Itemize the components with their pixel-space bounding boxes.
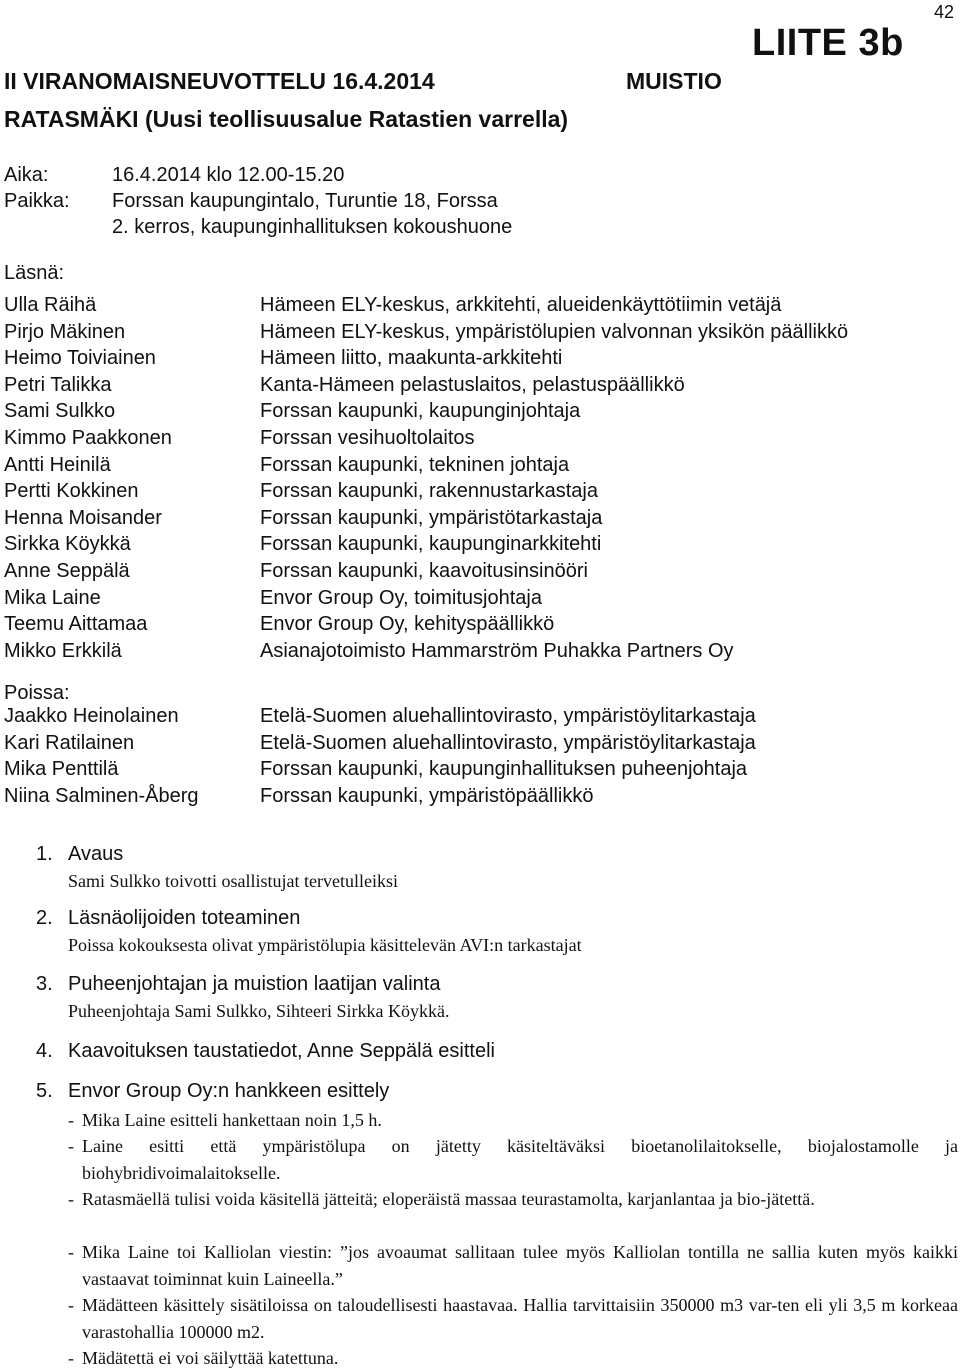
- present-heading: Läsnä:: [4, 262, 65, 284]
- meeting-room: 2. kerros, kaupunginhallituksen kokoushuone: [112, 216, 513, 238]
- title-line-1: II VIRANOMAISNEUVOTTELU 16.4.2014: [4, 68, 435, 94]
- attendee-organization: Hämeen ELY-keskus, arkkitehti, alueidenkäyttötiimin vetäjä: [260, 294, 782, 316]
- attendee-organization: Etelä-Suomen aluehallintovirasto, ympäristöylitarkastaja: [260, 731, 756, 754]
- absent-heading: Poissa:: [4, 682, 70, 704]
- attendee-name: Ulla Räihä: [4, 294, 97, 316]
- agenda-note-1: Sami Sulkko toivotti osallistujat tervetulleiksi: [68, 871, 398, 891]
- attendee-organization: Hämeen liitto, maakunta-arkkitehti: [260, 347, 563, 370]
- attendee-name: Mika Laine: [4, 586, 101, 609]
- place-value: Forssan kaupungintalo, Turuntie 18, Forssa: [112, 190, 498, 212]
- attendee-name: Jaakko Heinolainen: [4, 705, 179, 727]
- attendee-organization: Kanta-Hämeen pelastuslaitos, pelastuspäällikkö: [260, 373, 685, 396]
- agenda-item-5: 5. Envor Group Oy:n hankkeen esittely: [36, 1080, 390, 1102]
- attendee-name: Sami Sulkko: [4, 400, 116, 423]
- attendee-organization: Forssan kaupunki, kaavoitusinsinööri: [260, 560, 588, 582]
- memo-label: MUISTIO: [626, 68, 722, 94]
- attendee-organization: Asianajotoimisto Hammarström Puhakka Partners Oy: [260, 639, 734, 662]
- attendee-organization: Etelä-Suomen aluehallintovirasto, ympäristöylitarkastaja: [260, 705, 756, 727]
- bullet-item: - Mika Laine esitteli hankettaan noin 1,5 h.: [68, 1110, 382, 1130]
- page-number: 42: [933, 2, 954, 22]
- attendee-name: Antti Heinilä: [4, 453, 111, 476]
- document-title: [4, 68, 722, 95]
- attendee-organization: Envor Group Oy, toimitusjohtaja: [260, 586, 542, 609]
- meeting-time: [4, 164, 344, 187]
- agenda-note-2: Poissa kokouksesta olivat ympäristölupia käsittelevän AVI:n tarkastajat: [68, 935, 582, 955]
- attendee-name: Teemu Aittamaa: [4, 613, 148, 636]
- attendee-organization: Envor Group Oy, kehityspäällikkö: [260, 613, 555, 636]
- attendee-organization: Forssan kaupunki, ympäristötarkastaja: [260, 506, 603, 529]
- time-label: Aika:: [4, 164, 49, 186]
- appendix-label: LIITE 3b: [752, 22, 904, 64]
- attendee-organization: Forssan kaupunki, kaupunginjohtaja: [260, 400, 581, 423]
- place-label: Paikka:: [4, 190, 70, 212]
- bullet-item: - Laine esitti että ympäristölupa on jätetty käsiteltäväksi bioetanolilaitokselle, biojalostamolle ja biohybridivoimalaitokselle.: [68, 1136, 958, 1183]
- attendee-name: Heimo Toiviainen: [4, 347, 156, 370]
- attendee-name: Niina Salminen-Åberg: [4, 784, 199, 807]
- bullet-item: - Mika Laine toi Kalliolan viestin: ”jos avoaumat sallitaan tulee myös Kalliolan tontilla ne sallia kuten myös kaikki vastaavat toiminnat kuin Laineella.”: [68, 1242, 958, 1289]
- attendee-name: Sirkka Köykkä: [4, 533, 131, 556]
- attendee-name: Mika Penttilä: [4, 758, 119, 781]
- time-value: 16.4.2014 klo 12.00-15.20: [112, 164, 345, 186]
- bullet-item: - Mädätettä ei voi säilyttää katettuna.: [68, 1348, 339, 1368]
- attendee-organization: Forssan kaupunki, rakennustarkastaja: [260, 480, 598, 503]
- bullet-item: - Ratasmäellä tulisi voida käsitellä jätteitä; eloperäistä massaa teurastamolta, karjanlantaa ja bio-jätettä.: [68, 1189, 815, 1209]
- bullet-item: - Mädätteen käsittely sisätiloissa on taloudellisesti haastavaa. Hallia tarvittaisiin 350000 m3 var-ten eli yli 3,5 m korkeaa varastohallia 100000 m2.: [68, 1295, 958, 1342]
- attendee-name: Kimmo Paakkonen: [4, 427, 172, 449]
- agenda-note-3: Puheenjohtaja Sami Sulkko, Sihteeri Sirkka Köykkä.: [68, 1001, 450, 1021]
- agenda-item-1: 1. Avaus: [36, 843, 124, 865]
- document-subtitle: RATASMÄKI (Uusi teollisuusalue Ratastien varrella): [4, 106, 569, 132]
- attendee-organization: Hämeen ELY-keskus, ympäristölupien valvonnan yksikön päällikkö: [260, 320, 849, 343]
- attendee-name: Henna Moisander: [4, 506, 162, 529]
- attendee-organization: Forssan kaupunki, kaupunginarkkitehti: [260, 533, 602, 556]
- attendee-name: Pirjo Mäkinen: [4, 320, 126, 343]
- attendee-organization: Forssan vesihuoltolaitos: [260, 427, 475, 449]
- agenda-item-4: 4. Kaavoituksen taustatiedot, Anne Seppälä esitteli: [36, 1040, 495, 1062]
- attendee-name: Anne Seppälä: [4, 560, 130, 582]
- attendee-organization: Forssan kaupunki, tekninen johtaja: [260, 453, 570, 476]
- attendee-organization: Forssan kaupunki, kaupunginhallituksen puheenjohtaja: [260, 758, 748, 781]
- agenda-item-3: 3. Puheenjohtajan ja muistion laatijan valinta: [36, 973, 441, 995]
- attendee-name: Petri Talikka: [4, 373, 112, 396]
- attendee-name: Kari Ratilainen: [4, 731, 135, 754]
- agenda-item-2: 2. Läsnäolijoiden toteaminen: [36, 907, 301, 929]
- attendee-name: Mikko Erkkilä: [4, 639, 122, 662]
- attendee-organization: Forssan kaupunki, ympäristöpäällikkö: [260, 784, 594, 807]
- meeting-place: [4, 190, 498, 213]
- attendee-name: Pertti Kokkinen: [4, 480, 139, 503]
